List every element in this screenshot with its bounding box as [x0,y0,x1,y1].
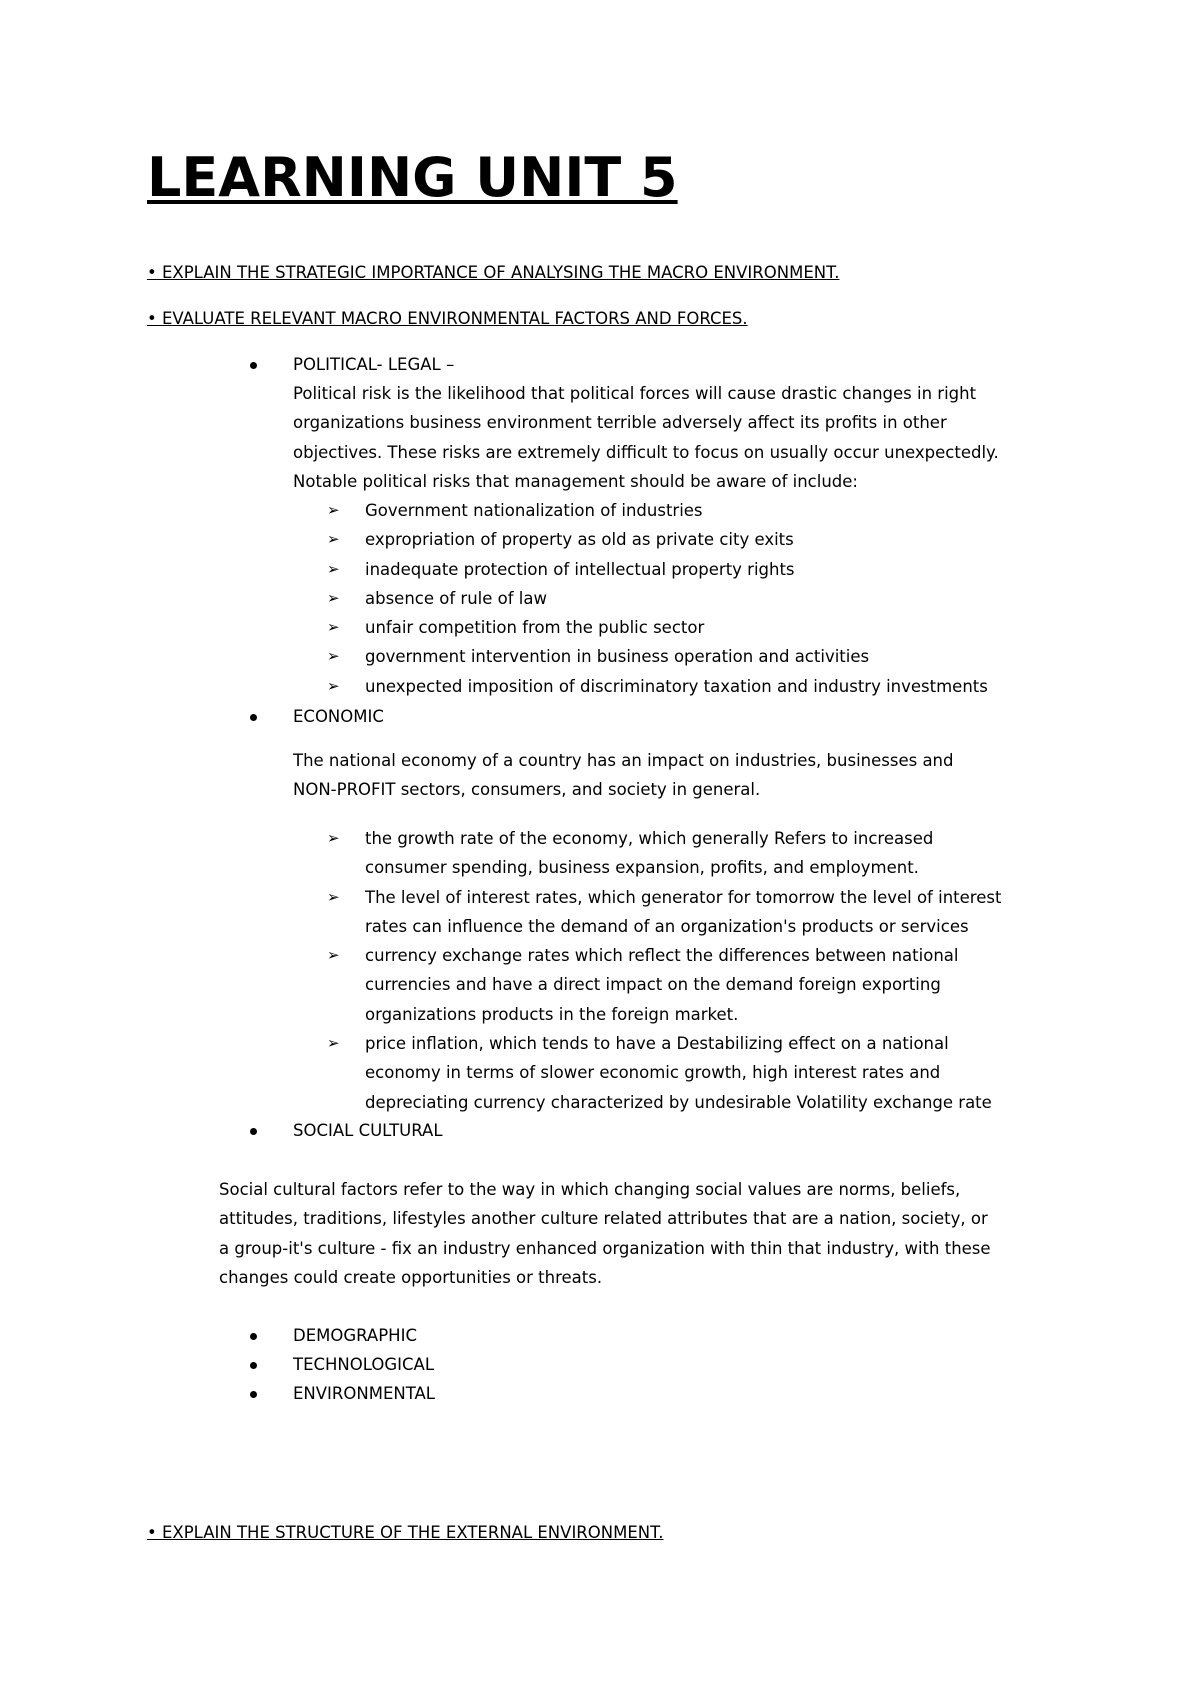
round-bullet-icon [250,1362,257,1369]
list-item-text: Government nationalization of industries [365,501,703,520]
document-title: LEARNING UNIT 5 [147,146,678,209]
list-item-line: consumer spending, business expansion, profits, and employment. [365,858,919,878]
list-item-text: government intervention in business operation and activities [365,647,870,667]
objective-heading-1: • EXPLAIN THE STRATEGIC IMPORTANCE OF ANALYSING THE MACRO ENVIRONMENT. [147,263,840,282]
paragraph-line: Social cultural factors refer to the way in which changing social values are norms, beliefs, [219,1180,961,1199]
economic-paragraph [293,746,1083,805]
list-item [293,672,1093,701]
political-risks-list [293,496,1093,701]
list-item-line: currency exchange rates which reflect the differences between national [365,946,959,966]
paragraph-line: organizations business environment terrible adversely affect its profits in other [293,413,947,433]
arrowhead-bullet-icon: ➢ [327,887,340,906]
round-bullet-icon [250,362,257,369]
list-item [293,941,1093,1029]
list-item-text: expropriation of property as old as private city exits [365,530,794,550]
arrowhead-bullet-icon: ➢ [327,559,340,578]
list-item [293,525,1093,554]
arrowhead-bullet-icon: ➢ [327,588,340,607]
paragraph-line: objectives. These risks are extremely difficult to focus on usually occur unexpectedly. [293,442,999,462]
paragraph-line: The national economy of a country has an impact on industries, businesses and [293,751,954,770]
list-item-line: rates can influence the demand of an organization's products or services [365,916,969,936]
arrowhead-bullet-icon: ➢ [327,618,340,637]
list-item [293,824,1093,883]
factor-label: ECONOMIC [293,707,384,726]
list-item-text: inadequate protection of intellectual property rights [365,559,795,579]
arrowhead-bullet-icon: ➢ [327,647,340,666]
list-item-line: The level of interest rates, which generator for tomorrow the level of interest [365,887,1002,907]
paragraph-line: NON-PROFIT sectors, consumers, and society in general. [293,780,761,800]
factor-label: ENVIRONMENTAL [293,1384,435,1403]
paragraph-line: Political risk is the likelihood that political forces will cause drastic changes in right [293,384,977,403]
arrowhead-bullet-icon: ➢ [327,530,340,549]
round-bullet-icon [250,1128,257,1135]
factor-label: DEMOGRAPHIC [293,1326,417,1345]
list-item [293,584,1093,613]
paragraph-line: a group-it's culture - fix an industry enhanced organization with thin that industry, with these [219,1238,991,1258]
list-item-text: unfair competition from the public sector [365,618,705,638]
paragraph-line: attitudes, traditions, lifestyles another culture related attributes that are a nation, society, or [219,1209,988,1229]
arrowhead-bullet-icon: ➢ [327,501,340,519]
list-item [293,555,1093,584]
paragraph-line: Notable political risks that management should be aware of include: [293,471,858,491]
economic-points-list [293,824,1093,1117]
political-paragraph [293,379,1083,496]
list-item-text: unexpected imposition of discriminatory taxation and industry investments [365,676,988,696]
list-item [293,642,1093,671]
factor-label: POLITICAL- LEGAL – [293,355,455,374]
social-cultural-paragraph [219,1175,1079,1292]
factor-label: TECHNOLOGICAL [293,1355,435,1374]
list-item-line: the growth rate of the economy, which generally Refers to increased [365,829,934,848]
arrowhead-bullet-icon: ➢ [327,946,340,965]
list-item-text: absence of rule of law [365,588,547,608]
list-item [293,496,1093,525]
paragraph-line: changes could create opportunities or threats. [219,1267,603,1287]
arrowhead-bullet-icon: ➢ [327,829,340,847]
arrowhead-bullet-icon: ➢ [327,1034,340,1053]
list-item-line: organizations products in the foreign market. [365,1004,739,1024]
list-item-line: depreciating currency characterized by undesirable Volatility exchange rate [365,1092,992,1112]
list-item-line: economy in terms of slower economic growth, high interest rates and [365,1063,941,1083]
list-item-line: price inflation, which tends to have a Destabilizing effect on a national [365,1034,949,1054]
objective-heading-2: • EVALUATE RELEVANT MACRO ENVIRONMENTAL FACTORS AND FORCES. [147,309,748,328]
round-bullet-icon [250,1391,257,1398]
list-item-line: currencies and have a direct impact on the demand foreign exporting [365,975,941,995]
list-item [293,1029,1093,1117]
list-item [293,883,1093,942]
round-bullet-icon [250,714,257,721]
list-item [293,613,1093,642]
factor-label: SOCIAL CULTURAL [293,1121,443,1140]
objective-heading-3: • EXPLAIN THE STRUCTURE OF THE EXTERNAL ENVIRONMENT. [147,1523,664,1542]
arrowhead-bullet-icon: ➢ [327,676,340,695]
round-bullet-icon [250,1333,257,1340]
